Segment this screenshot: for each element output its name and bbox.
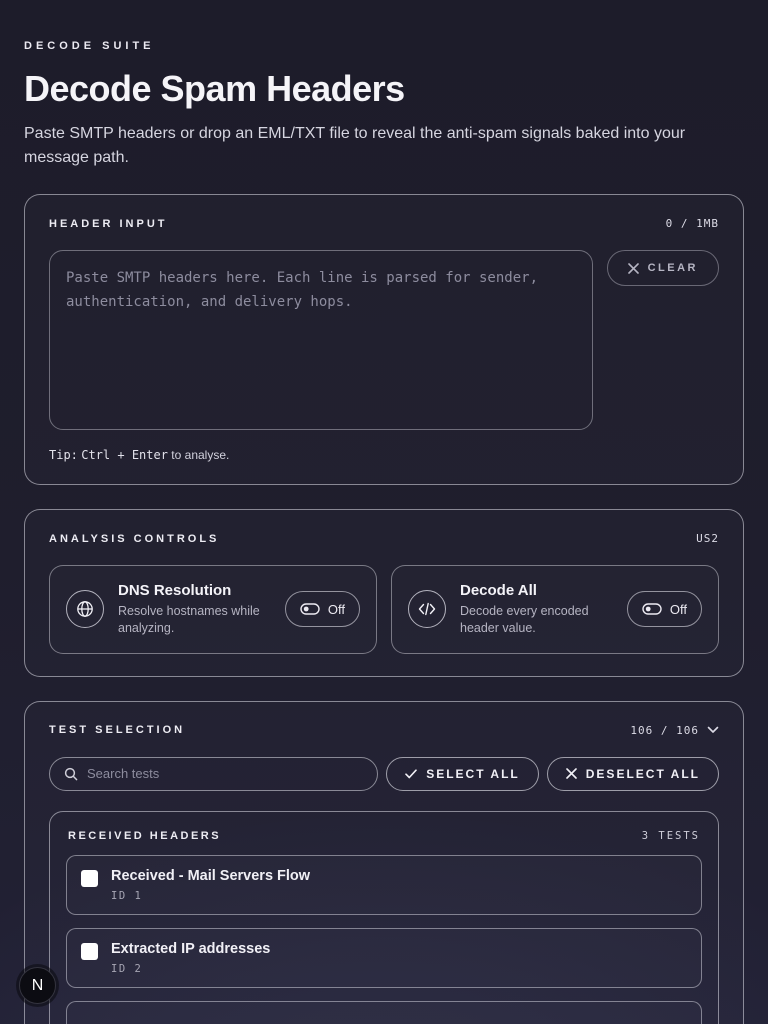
toggle-card-decode-all: [391, 565, 719, 654]
n-logo-letter: N: [31, 976, 44, 994]
header-input-row: [49, 250, 719, 430]
clear-button[interactable]: [607, 250, 719, 286]
toggle-text-decode-all: [460, 582, 613, 637]
test-row-extracted-ip-addresses[interactable]: [66, 928, 702, 988]
test-counter: 106 / 106: [630, 723, 699, 737]
toggle-state-label: Off: [669, 601, 687, 617]
test-group-received-headers: [49, 811, 719, 1024]
test-row-clipped[interactable]: [66, 1001, 702, 1024]
test-selection-card: [24, 701, 744, 1024]
test-title: Extracted IP addresses: [111, 940, 271, 957]
toggle-description: Resolve hostnames while analyzing.: [118, 604, 260, 635]
select-all-button[interactable]: [386, 757, 539, 791]
headers-textarea[interactable]: [49, 250, 593, 430]
toggle-card-dns-resolution: [49, 565, 377, 654]
n-logo-badge[interactable]: [19, 967, 56, 1004]
analysis-toggles-row: [49, 565, 719, 654]
group-head: [66, 828, 702, 842]
chevron-down-icon: [707, 726, 719, 734]
toggle-off-icon: [642, 603, 662, 615]
test-id-label: ID 1: [111, 889, 143, 902]
header-input-card: [24, 194, 744, 485]
search-icon: [64, 767, 78, 781]
deselect-all-button[interactable]: [547, 757, 719, 791]
tip-suffix: to analyse.: [171, 448, 230, 462]
test-row-received-mail-servers-flow[interactable]: [66, 855, 702, 915]
toggle-title: DNS Resolution: [118, 582, 232, 599]
toggle-text-dns: [118, 582, 271, 637]
checkbox[interactable]: [81, 870, 98, 887]
search-field[interactable]: [49, 757, 378, 791]
search-input[interactable]: [87, 766, 363, 781]
test-selection-head: [49, 724, 719, 737]
group-label: RECEIVED HEADERS: [68, 829, 222, 842]
test-selection-counter-wrap[interactable]: [630, 724, 719, 737]
clear-button-label: CLEAR: [647, 262, 698, 274]
page-subtitle: Paste SMTP headers or drop an EML/TXT file to reveal the anti-spam signals baked into your message path.: [24, 125, 686, 166]
deselect-all-label: DESELECT ALL: [585, 766, 700, 781]
toggle-state-label: Off: [327, 601, 345, 617]
test-id-label: ID 2: [111, 962, 143, 975]
analysis-controls-card: [24, 509, 744, 677]
analysis-controls-head: [49, 532, 719, 545]
dns-resolution-toggle[interactable]: [285, 591, 360, 627]
page-title: Decode Spam Headers: [24, 68, 405, 109]
globe-icon: [66, 590, 104, 628]
tip-shortcut: Ctrl + Enter: [81, 448, 168, 462]
toggle-title: Decode All: [460, 582, 537, 599]
decode-all-toggle[interactable]: [627, 591, 702, 627]
toggle-description: Decode every encoded header value.: [460, 604, 589, 635]
toggle-off-icon: [300, 603, 320, 615]
header-input-label: HEADER INPUT: [49, 217, 168, 230]
test-title: Received - Mail Servers Flow: [111, 867, 311, 884]
group-test-count: 3 TESTS: [641, 829, 700, 842]
region-badge: US2: [696, 532, 719, 545]
header-input-card-head: [49, 217, 719, 230]
test-controls-row: [49, 757, 719, 791]
test-selection-label: TEST SELECTION: [49, 724, 186, 737]
tip-text: [49, 448, 719, 462]
tip-prefix: Tip:: [49, 448, 78, 462]
test-row-text: [111, 868, 310, 902]
analysis-controls-label: ANALYSIS CONTROLS: [49, 532, 220, 545]
code-icon: [408, 590, 446, 628]
close-icon: [566, 768, 577, 779]
page-header: [24, 40, 744, 170]
test-row-text: [111, 941, 270, 975]
check-icon: [405, 769, 417, 779]
close-icon: [628, 263, 639, 274]
checkbox[interactable]: [81, 943, 98, 960]
suite-eyebrow: DECODE SUITE: [24, 40, 155, 52]
select-all-label: SELECT ALL: [426, 766, 520, 781]
size-counter: 0 / 1MB: [665, 217, 719, 230]
